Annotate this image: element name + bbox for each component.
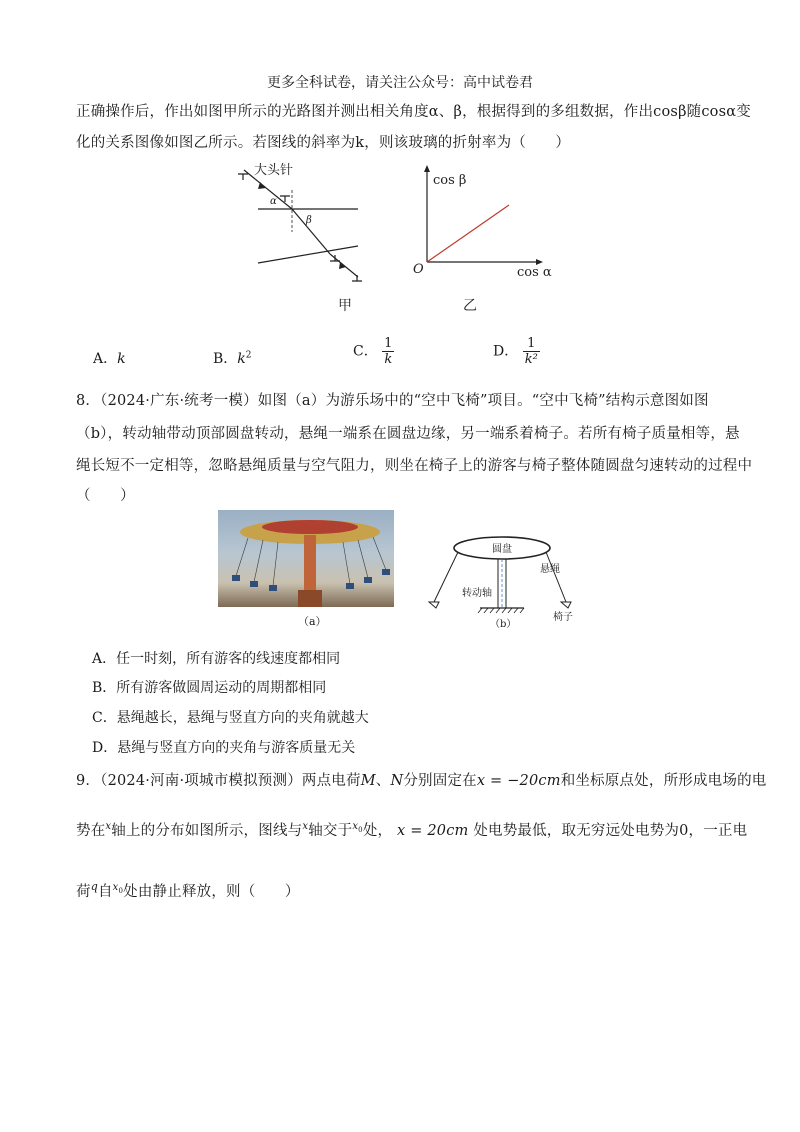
swing-ride-photo	[218, 510, 394, 607]
y-axis-label: cos β	[433, 173, 467, 188]
figure-yi-caption: 乙	[463, 298, 477, 314]
figure-yi	[405, 160, 565, 320]
chair-label: 椅子	[553, 612, 573, 623]
q7-option-b: B．$k^2$	[213, 350, 252, 367]
q7-option-d: D． $\frac{1}{\text{k²}}$	[493, 336, 538, 367]
q8-text-line1: 8．（2024·广东·统考一模）如图（a）为游乐场中的“空中飞椅”项目。“空中飞椅”结构示意图如图	[76, 393, 709, 409]
q8-option-d: D．悬绳与竖直方向的夹角与游客质量无关	[92, 740, 356, 756]
alpha-label: α	[270, 196, 277, 207]
q7-text-line2: 化的关系图像如图乙所示。若图线的斜率为k，则该玻璃的折射率为（ ）	[76, 135, 571, 151]
q9-text-line2: 势在$^x$轴上的分布如图所示，图线与$^x$轴交于$^{x_0}$处， x = 20cm 处电势最低，取无穷远处电势为0，一正电	[76, 821, 748, 839]
x-axis-label: cos α	[517, 265, 552, 280]
q9-text-line1: 9．（2024·河南·项城市模拟预测）两点电荷M、N分别固定在x = −20cm和坐标原点处，所形成电场的电	[76, 773, 767, 789]
beta-label: β	[306, 215, 312, 226]
page-header: 更多全科试卷，请关注公众号：高中试卷君	[267, 75, 533, 91]
origin-label: O	[413, 262, 424, 277]
q8-option-a: A．任一时刻，所有游客的线速度都相同	[92, 651, 341, 667]
axis-label: 转动轴	[462, 588, 492, 599]
rope-label: 悬绳	[540, 564, 560, 575]
q7-text-line1: 正确操作后，作出如图甲所示的光路图并测出相关角度α、β，根据得到的多组数据，作出cosβ随cosα变	[76, 104, 751, 120]
q8-option-c: C．悬绳越长，悬绳与竖直方向的夹角就越大	[92, 710, 369, 726]
q8-text-line3: 绳长短不一定相等，忽略悬绳质量与空气阻力，则坐在椅子上的游客与椅子整体随圆盘匀速转动的过程中	[76, 458, 753, 474]
pin-label: 大头针	[254, 163, 294, 178]
data-line	[427, 205, 509, 262]
figure-b	[420, 526, 590, 634]
figure-jia-caption: 甲	[338, 298, 352, 314]
q8-text-line2: （b），转动轴带动顶部圆盘转动，悬绳一端系在圆盘边缘，另一端系着椅子。若所有椅子质量相等，悬	[76, 426, 740, 442]
figure-jia	[230, 160, 380, 320]
disk-label: 圆盘	[492, 544, 512, 555]
figure-b-caption: （b）	[490, 619, 517, 630]
q8-option-b: B．所有游客做圆周运动的周期都相同	[92, 680, 327, 696]
q8-text-line4: （ ）	[76, 488, 135, 504]
q7-option-a: A．k	[93, 351, 126, 367]
q7-option-c: C． $\frac{1}{k}$	[353, 336, 393, 367]
figure-a-caption: （a）	[298, 615, 327, 628]
q9-text-line3: 荷$^q$自$^{x_0}$处由静止释放，则（ ）	[76, 880, 300, 900]
